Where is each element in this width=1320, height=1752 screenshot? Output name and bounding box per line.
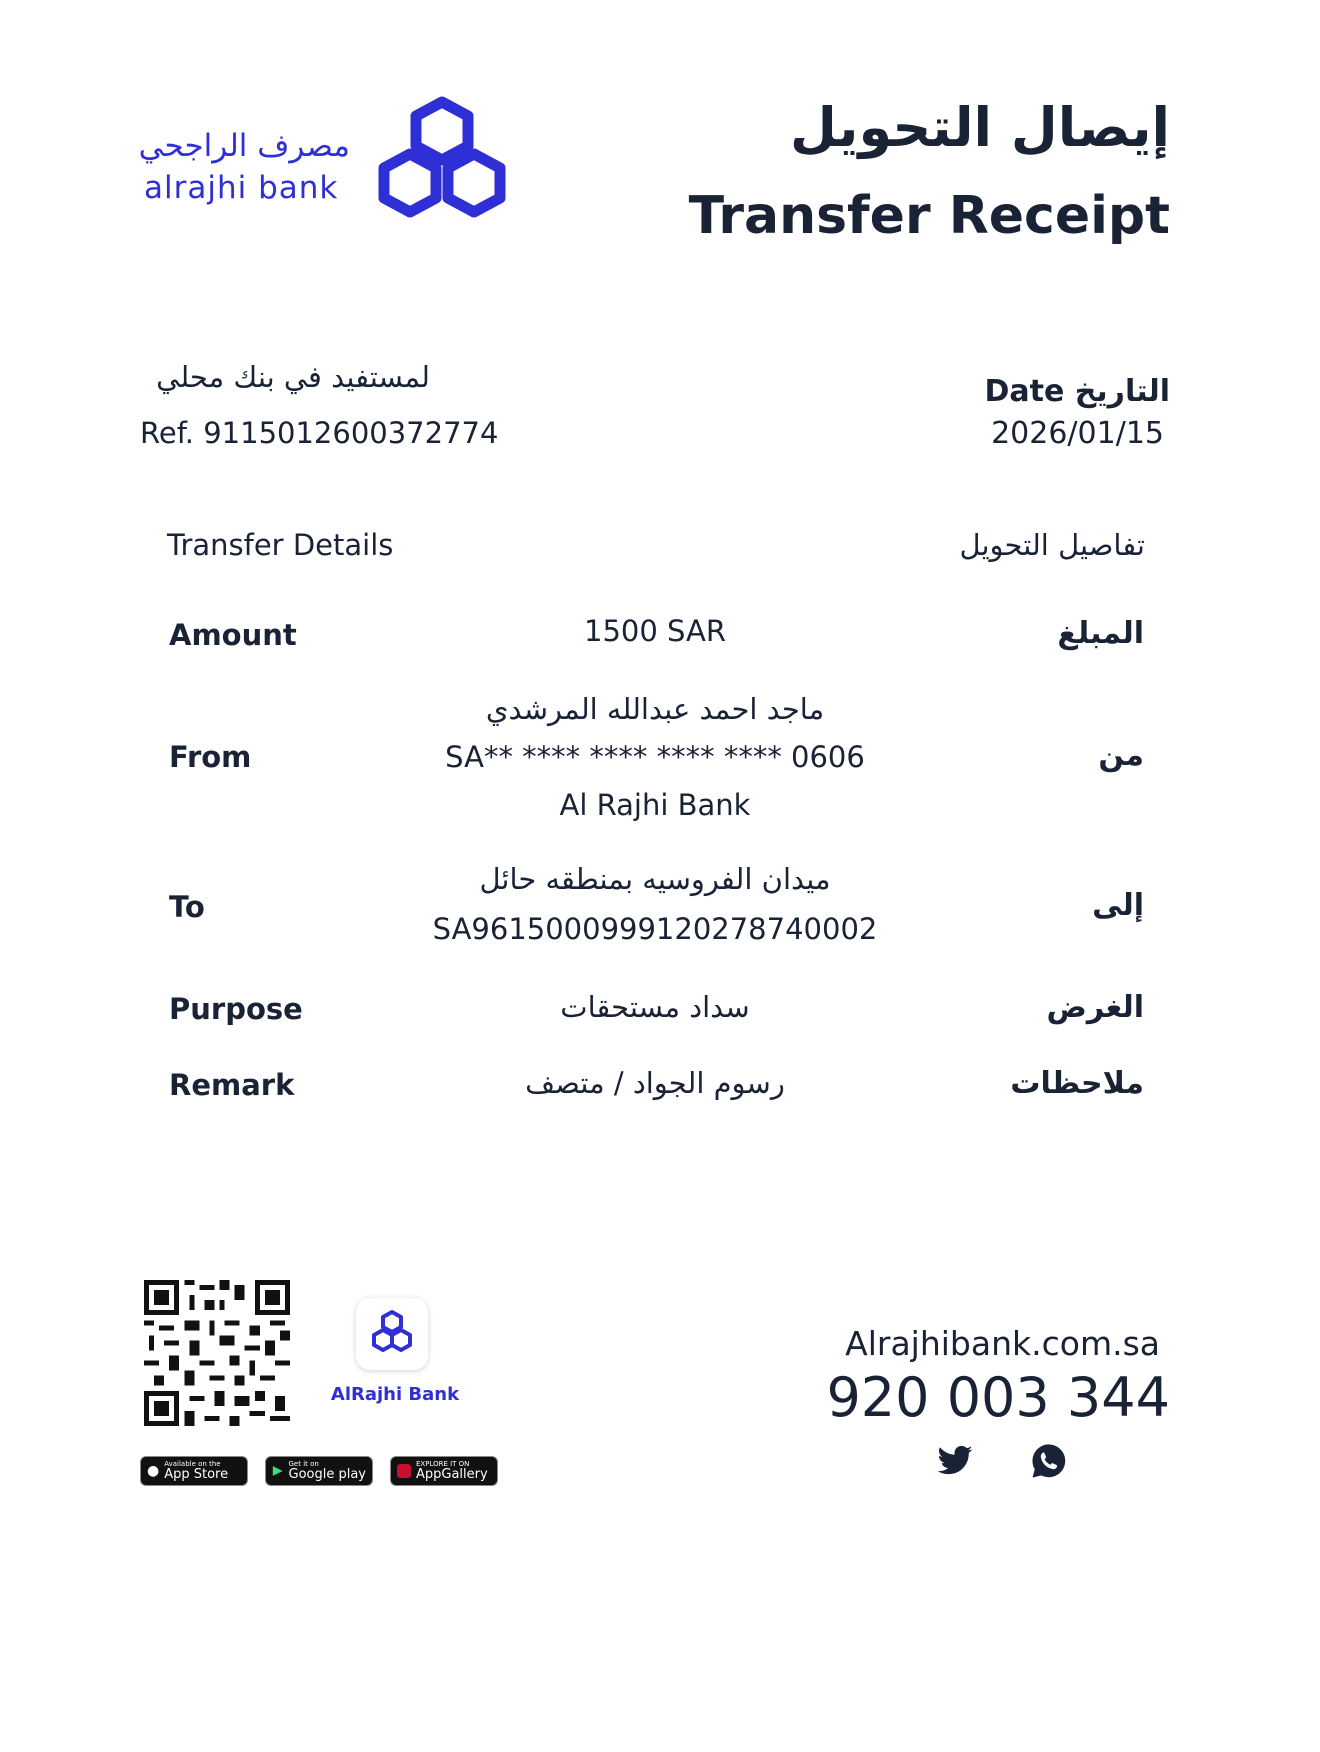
- huawei-icon: [397, 1464, 411, 1478]
- brand-name-ar: مصرف الراجحي: [138, 128, 350, 164]
- alrajhi-logo-icon: [372, 94, 512, 228]
- section-title-ar: تفاصيل التحويل: [959, 528, 1145, 562]
- to-iban: SA9615000999120278740002: [432, 912, 878, 946]
- to-label-ar: إلى: [1092, 888, 1144, 923]
- app-store-small: Available on the: [164, 1460, 221, 1468]
- from-name: ماجد احمد عبدالله المرشدي: [485, 692, 825, 726]
- google-play-small: Get it on: [288, 1460, 319, 1468]
- from-bank: Al Rajhi Bank: [559, 788, 751, 822]
- app-name: AlRajhi Bank: [330, 1384, 460, 1405]
- brand-name-en: alrajhi bank: [144, 170, 339, 206]
- page-title-ar: إيصال التحويل: [789, 96, 1170, 159]
- purpose-label-ar: الغرض: [1046, 990, 1144, 1025]
- amount-label-ar: المبلغ: [1057, 616, 1144, 651]
- transfer-type: لمستفيد في بنك محلي: [156, 360, 430, 394]
- website-link[interactable]: Alrajhibank.com.sa: [845, 1324, 1160, 1363]
- purpose-value: سداد مستحقات: [560, 990, 750, 1024]
- app-store-big: App Store: [164, 1467, 229, 1482]
- alrajhi-app-logo-icon: [356, 1298, 428, 1370]
- page-title-en: Transfer Receipt: [688, 186, 1170, 246]
- qr-code-icon: [144, 1280, 290, 1426]
- app-store-badge[interactable]: [140, 1456, 248, 1486]
- amount-value: 1500 SAR: [584, 614, 726, 648]
- remark-label-en: Remark: [169, 1068, 295, 1102]
- reference-number: Ref. 9115012600372774: [140, 416, 499, 450]
- date-label: Date التاريخ: [984, 374, 1170, 409]
- remark-label-ar: ملاحظات: [1010, 1066, 1144, 1101]
- section-title-en: Transfer Details: [167, 528, 394, 562]
- google-play-icon: [272, 1464, 284, 1478]
- apple-icon: ●: [147, 1463, 160, 1479]
- phone-number[interactable]: 920 003 344: [826, 1366, 1170, 1429]
- app-gallery-small: EXPLORE IT ON: [416, 1460, 470, 1468]
- alrajhi-app-icon[interactable]: [356, 1298, 428, 1370]
- app-gallery-badge[interactable]: [390, 1456, 498, 1486]
- purpose-label-en: Purpose: [169, 992, 303, 1026]
- remark-value: رسوم الجواد / متصف: [525, 1066, 785, 1100]
- from-label-ar: من: [1098, 738, 1144, 773]
- google-play-badge[interactable]: [265, 1456, 373, 1486]
- google-play-big: Google play: [288, 1467, 366, 1482]
- twitter-icon[interactable]: [936, 1442, 974, 1480]
- app-gallery-big: AppGallery: [416, 1467, 488, 1482]
- date-value: 2026/01/15: [991, 416, 1164, 451]
- from-account: SA** **** **** **** **** 0606: [445, 740, 865, 774]
- to-label-en: To: [169, 890, 205, 924]
- to-name: ميدان الفروسيه بمنطقه حائل: [479, 862, 831, 896]
- whatsapp-icon[interactable]: [1030, 1442, 1068, 1480]
- amount-label-en: Amount: [169, 618, 297, 652]
- from-label-en: From: [169, 740, 252, 774]
